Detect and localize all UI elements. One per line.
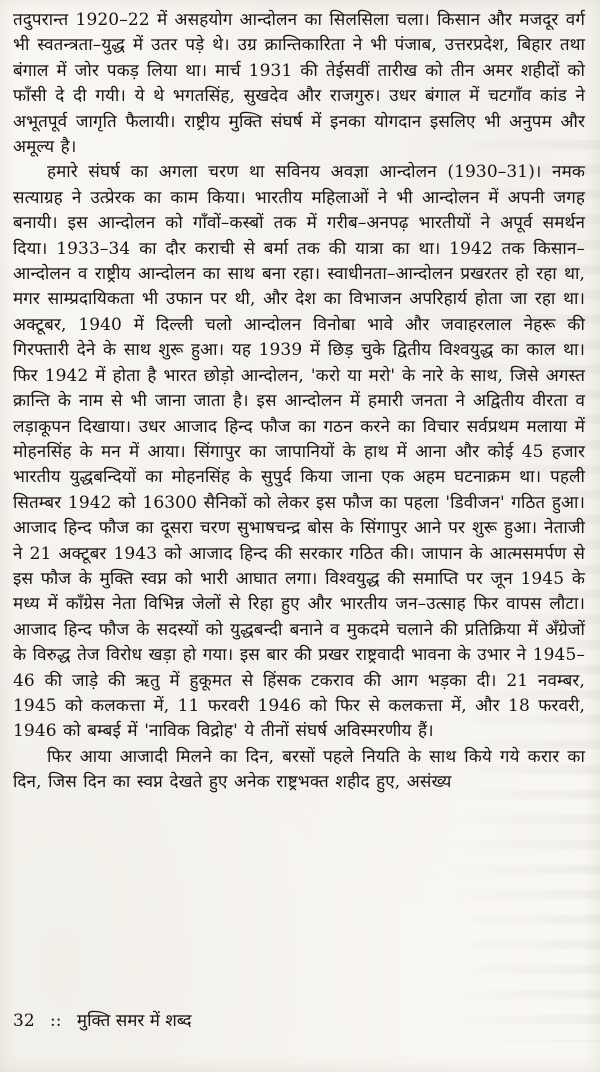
- body-text-block: [13, 8, 585, 796]
- page-number: 32: [13, 1011, 35, 1031]
- body-paragraph-2: हमारे संघर्ष का अगला चरण था सविनय अवज्ञा आन्दोलन (1930–31)। नमक सत्याग्रह ने उत्प्रेरक का काम किया। भारतीय महिलाओं ने भी आन्दोलन में अपनी जगह बनायी। इस आन्दोलन को गाँवों–कस्बों तक में गरीब–अनपढ़ भारतीयों ने अपूर्व समर्थन दिया। 1933–34 का दौर कराची से बर्मा तक की यात्रा का था। 1942 तक किसान–आन्दोलन व राष्ट्रीय आन्दोलन का साथ बना रहा। स्वाधीनता–आन्दोलन प्रखरतर हो रहा था, मगर साम्प्रदायिकता भी उफान पर थी, और देश का विभाजन अपरिहार्य होता जा रहा था। अक्टूबर, 1940 में दिल्ली चलो आन्दोलन विनोबा भावे और जवाहरलाल नेहरू की गिरफ्तारी देने के साथ शुरू हुआ। यह 1939 में छिड़ चुके द्वितीय विश्वयुद्ध का काल था। फिर 1942 में होता है भारत छोड़ो आन्दोलन, 'करो या मरो' के नारे के साथ, जिसे अगस्त क्रान्ति के नाम से भी जाना जाता है। इस आन्दोलन में हमारी जनता ने अद्वितीय वीरता व लड़ाकूपन दिखाया। उधर आजाद हिन्द फौज का गठन करने का विचार सर्वप्रथम मलाया में मोहनसिंह के मन में आया। सिंगापुर का जापानियों के हाथ में आना और कोई 45 हजार भारतीय युद्धबन्दियों का मोहनसिंह के सुपुर्द किया जाना एक अहम घटनाक्रम था। पहली सितम्बर 1942 को 16300 सैनिकों को लेकर इस फौज का पहला 'डिवीजन' गठित हुआ। आजाद हिन्द फौज का दूसरा चरण सुभाषचन्द्र बोस के सिंगापुर आने पर शुरू हुआ। नेताजी ने 21 अक्टूबर 1943 को आजाद हिन्द की सरकार गठित की। जापान के आत्मसमर्पण से इस फौज के मुक्ति स्वप्न को भारी आघात लगा। विश्वयुद्ध की समाप्ति पर जून 1945 के मध्य में काँग्रेस नेता विभिन्न जेलों से रिहा हुए और भारतीय जन–उत्साह फिर वापस लौटा। आजाद हिन्द फौज के सदस्यों को युद्धबन्दी बनाने व मुकदमे चलाने की प्रतिक्रिया में अँग्रेजों के विरुद्ध तेज विरोध खड़ा हो गया। इस बार की प्रखर राष्ट्रवादी भावना के उभार ने 1945–46 की जाड़े की ऋतु में हुकूमत से हिंसक टकराव की आग भड़का दी। 21 नवम्बर, 1945 को कलकत्ता में, 11 फरवरी 1946 को फिर से कलकत्ता में, और 18 फरवरी, 1946 को बम्बई में 'नाविक विद्रोह' ये तीनों संघर्ष अविस्मरणीय हैं।: [13, 162, 585, 742]
- footer-separator: ::: [50, 1011, 62, 1031]
- body-paragraph-3: फिर आया आजादी मिलने का दिन, बरसों पहले नियति के साथ किये गये करार का दिन, जिस दिन का स्वप्न देखते हुए अनेक राष्ट्रभक्त शहीद हुए, असंख्य: [13, 746, 585, 793]
- body-paragraph-1: तदुपरान्त 1920–22 में असहयोग आन्दोलन का सिलसिला चला। किसान और मजदूर वर्ग भी स्वतन्त्रता–युद्ध में उतर पड़े थे। उग्र क्रान्तिकारिता ने भी पंजाब, उत्तरप्रदेश, बिहार तथा बंगाल में जोर पकड़ लिया था। मार्च 1931 की तेईसवीं तारीख को तीन अमर शहीदों को फाँसी दे दी गयी। ये थे भगतसिंह, सुखदेव और राजगुरु। उधर बंगाल में चटगाँव कांड ने अभूतपूर्व जागृति फैलायी। राष्ट्रीय मुक्ति संघर्ष में इनका योगदान इसलिए भी अनुपम और अमूल्य है।: [13, 10, 585, 158]
- page-footer: [13, 1009, 192, 1034]
- running-title: मुक्ति समर में शब्द: [76, 1011, 192, 1031]
